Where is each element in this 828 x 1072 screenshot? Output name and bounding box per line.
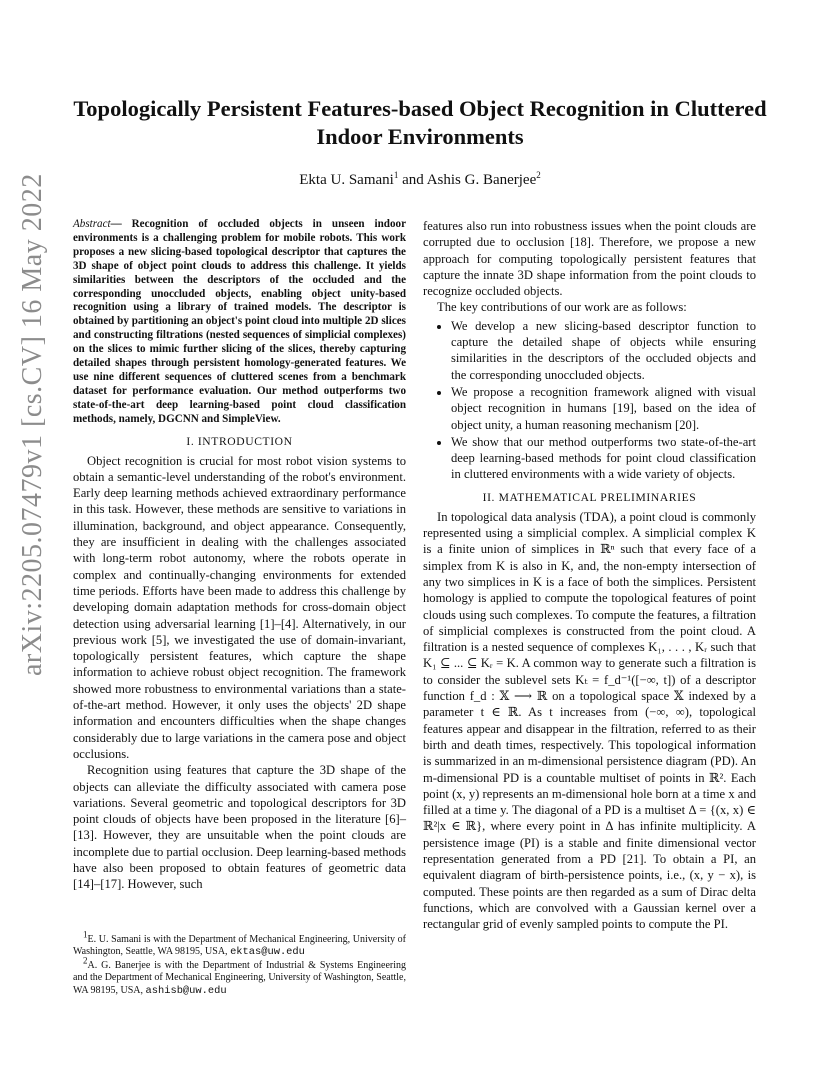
contribution-item: • We develop a new slicing-based descriptor function to capture the detailed shape of objects while ensuring similarities in the descriptors of the occluded objects and the corresponding unoccluded objects. — [451, 318, 756, 383]
footnote-2-mark: 2 — [83, 955, 88, 966]
footnote-1-mark: 1 — [83, 929, 88, 940]
preliminaries-paragraph: In topological data analysis (TDA), a point cloud is commonly represented using a simplicial complex. A simplicial complex K is a finite union of simplices in ℝⁿ such that every face of a simplex from K is also in K, and, the non-empty intersection of any two simplices in K is a face of both the simplices. Persistent homology is applied to compute the topological features of point clouds using such complexes. To compute the features, a filtration of simplicial complexes is constructed from the point cloud. A filtration is a nested sequence of complexes K₁, . . . , Kᵣ such that K₁ ⊆ ... ⊆ Kᵣ = K. A common way to generate such a filtration is to consider the sublevel sets Kₜ = f_d⁻¹([−∞, t]) of a descriptor function f_d : 𝕏 ⟶ ℝ on a topological space 𝕏 indexed by a parameter t ∈ ℝ. As t increases from (−∞, ∞), topological features appear and disappear in the filtration, referred to as their birth and death times, respectively. This topological information is summarized in an m-dimensional persistence diagram (PD). An m-dimensional PD is a countable multiset of points in ℝ². Each point (x, y) represents an m-dimensional hole born at a time x and filled at a time y. The diagonal of a PD is a multiset Δ = {(x, x) ∈ ℝ²|x ∈ ℝ}, where every point in Δ has infinite multiplicity. A persistence image (PI) is a stable and finite dimensional vector representation generated from a PD [21]. To obtain a PI, an equivalent diagram of birth-persistence points, i.e., (x, y − x), is computed. These points are then regarded as a sum of Dirac delta functions, which are convolved with a Gaussian kernel over a rectangular grid of evenly sampled points to compute the PI. — [423, 509, 756, 932]
contributions-intro: The key contributions of our work are as follows: — [437, 300, 687, 315]
abstract — [73, 218, 406, 427]
abstract-text: — Recognition of occluded objects in unseen indoor environments is a challenging problem for mobile robots. This work proposes a new slicing-based topological descriptor that captures the 3D shape of object point clouds to address this challenge. It yields similarities between the descriptors of the occluded and the corresponding unoccluded objects, enabling object unity-based recognition using a library of trained models. The descriptor is obtained by partitioning an object's point cloud into multiple 2D slices and constructing filtrations (nested sequences of simplicial complexes) on the slices to mimic further slicing of the slices, thereby capturing detailed shapes through persistent homology-generated features. We use nine different sequences of cluttered scenes from a benchmark dataset for performance evaluation. Our method outperforms two state-of-the-art deep learning-based point cloud classification methods, namely, DGCNN and SimpleView. — [73, 218, 406, 425]
author-1: Ekta U. Samani — [299, 172, 394, 188]
section-number: II. — [482, 490, 496, 504]
right-column — [423, 218, 756, 932]
footnote-1-text: E. U. Samani is with the Department of Mechanical Engineering, University of Washington, Seattle, WA 98195, USA, — [73, 934, 406, 958]
section-heading-preliminaries — [423, 491, 756, 504]
left-column — [73, 218, 406, 893]
intro-paragraph-1: Object recognition is crucial for most robot vision systems to obtain a semantic-level understanding of the robot's environment. Early deep learning methods achieved extraordinary performance in this task. However, these methods are sensitive to variations in illumination, background, and object appearance. Consequently, they are insufficient in dealing with the challenges associated with long-term robot autonomy, where the robots operate in complex and continually-changing environments for extended time periods. Efforts have been made to address this challenge by developing domain adaptation methods for cross-domain object detection using adversarial learning [1]–[4]. Alternatively, in our previous work [5], we investigated the use of domain-invariant, topologically persistent features, which capture the shape information to achieve robust object recognition. The framework showed more robustness to environmental variations than a state-of-the-art method. However, it only uses the objects' 2D shape information and encounters difficulties when the shape changes considerably due to large variations in the camera pose and object occlusions. — [73, 453, 406, 761]
author-2: Ashis G. Banerjee — [426, 172, 537, 188]
footnote-1-email[interactable]: ektas@uw.edu — [230, 946, 305, 959]
section-heading-introduction — [73, 435, 406, 448]
section-title: MATHEMATICAL PRELIMINARIES — [498, 490, 697, 504]
abstract-label: Abstract — [73, 218, 111, 230]
author-conjunction: and — [402, 172, 424, 188]
footnote-1 — [73, 929, 406, 959]
section-number: I. — [186, 434, 195, 448]
footnote-2-text: A. G. Banerjee is with the Department of Industrial & Systems Engineering and the Department of Mechanical Engineering, University of Washington, Seattle, WA 98195, USA, — [73, 959, 406, 996]
author-line — [70, 172, 770, 189]
section-title: INTRODUCTION — [197, 434, 293, 448]
author-1-affiliation-mark: 1 — [393, 170, 399, 180]
intro-paragraph-2: Recognition using features that capture the 3D shape of the objects can alleviate the difficulty associated with camera pose variations. Several geometric and topological descriptors for 3D point clouds of objects have been proposed in the literature [6]–[13]. However, they are unsuitable when the point clouds are incomplete due to partial occlusion. Deep learning-based methods have also been proposed to obtain features of geometric data [14]–[17]. However, such — [73, 763, 406, 892]
contribution-item: • We propose a recognition framework aligned with visual object recognition in humans [19], based on the idea of object unity, a human reasoning mechanism [20]. — [451, 384, 756, 433]
footnotes — [73, 929, 406, 998]
arxiv-watermark: arXiv:2205.07479v1 [cs.CV] 16 May 2022 — [17, 173, 48, 676]
footnote-2 — [73, 955, 406, 997]
paper-title: Topologically Persistent Features-based Object Recognition in Cluttered Indoor Environments — [73, 96, 767, 149]
continued-paragraph: features also run into robustness issues when the point clouds are corrupted due to occlusion [18]. Therefore, we propose a new approach for computing topologically persistent features that capture the innate 3D shape information from the point clouds to recognize occluded objects. — [423, 219, 756, 299]
footnote-2-email[interactable]: ashisb@uw.edu — [145, 984, 227, 997]
contribution-item: • We show that our method outperforms two state-of-the-art deep learning-based methods for point cloud classification in cluttered environments with a wide variety of objects. — [451, 434, 756, 483]
contributions-list — [423, 318, 756, 483]
author-2-affiliation-mark: 2 — [536, 170, 541, 180]
